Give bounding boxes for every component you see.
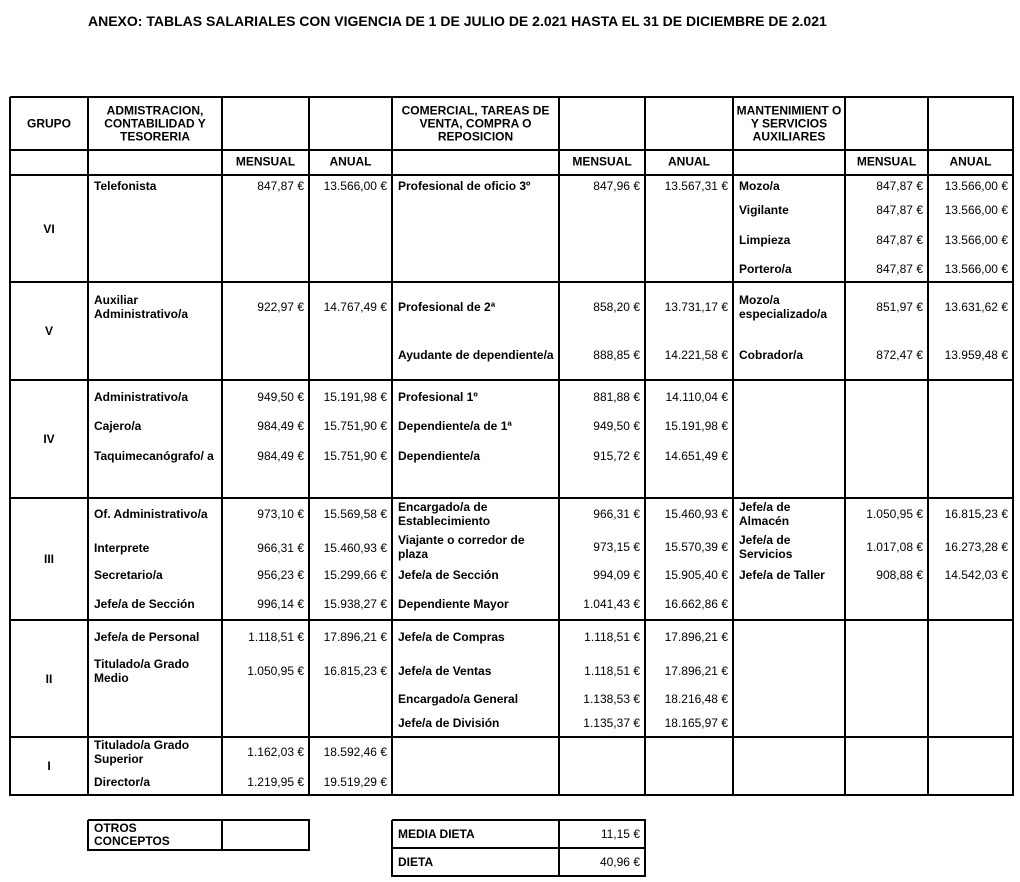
table-rule: [10, 149, 1014, 151]
monthly-salary: 922,97 €: [257, 300, 304, 314]
monthly-salary: 1.017,08 €: [866, 540, 923, 554]
group-label: VI: [43, 221, 55, 236]
job-title: Jefe/a de Ventas: [398, 664, 492, 678]
monthly-salary: 872,47 €: [876, 348, 923, 362]
annual-salary: 15.460,93 €: [323, 541, 387, 555]
header-anual: ANUAL: [668, 154, 710, 169]
monthly-salary: 984,49 €: [257, 419, 304, 433]
table-rule: [10, 794, 1014, 796]
annual-salary: 16.815,23 €: [323, 664, 387, 678]
job-title: Jefe/a de Compras: [398, 630, 505, 644]
monthly-salary: 996,14 €: [257, 597, 304, 611]
monthly-salary: 966,31 €: [257, 541, 304, 555]
monthly-salary: 1.162,03 €: [247, 745, 304, 759]
table-rule: [10, 281, 1014, 283]
monthly-salary: 949,50 €: [593, 419, 640, 433]
job-title: Mozo/a especializado/a: [739, 293, 828, 321]
monthly-salary: 915,72 €: [593, 449, 640, 463]
job-title: Profesional 1º: [398, 390, 478, 404]
annual-salary: 14.767,49 €: [323, 300, 387, 314]
annual-salary: 17.896,21 €: [323, 630, 387, 644]
group-label: III: [43, 552, 54, 566]
monthly-salary: 994,09 €: [593, 568, 640, 582]
job-title: Ayudante de dependiente/a: [398, 348, 554, 362]
dieta-label: DIETA: [398, 855, 434, 869]
table-rule: [9, 97, 11, 796]
table-rule: [844, 97, 846, 796]
job-title: Limpieza: [739, 233, 791, 247]
annual-salary: 18.165,97 €: [664, 716, 728, 730]
annual-salary: 13.566,00 €: [944, 203, 1008, 217]
header-anual: ANUAL: [949, 154, 992, 169]
job-title: Mozo/a: [739, 179, 780, 193]
job-title: Jefe/a de División: [398, 716, 500, 730]
monthly-salary: 847,87 €: [257, 179, 304, 193]
monthly-salary: 1.219,95 €: [247, 775, 304, 789]
annual-salary: 15.905,40 €: [664, 568, 728, 582]
job-title: Dependiente/a de 1ª: [398, 419, 512, 433]
job-title: Viajante o corredor de plaza: [398, 533, 525, 561]
table-rule: [221, 97, 223, 796]
table-rule: [221, 820, 223, 851]
annual-salary: 13.731,17 €: [664, 300, 728, 314]
table-rule: [87, 97, 89, 796]
job-title: Director/a: [94, 775, 151, 789]
table-rule: [10, 619, 1014, 621]
annual-salary: 13.959,48 €: [944, 348, 1008, 362]
table-rule: [308, 820, 310, 851]
annual-salary: 14.110,04 €: [665, 390, 728, 404]
annual-salary: 13.566,00 €: [944, 233, 1008, 247]
job-title: Jefe/a de Almacén: [739, 500, 791, 528]
job-title: Vigilante: [739, 203, 789, 217]
document-title: ANEXO: TABLAS SALARIALES CON VIGENCIA DE 1 DE JULIO DE 2.021 HASTA EL 31 DE DICIEMBRE DE 2.021: [88, 13, 827, 29]
annual-salary: 16.273,28 €: [944, 540, 1008, 554]
job-title: Encargado/a de Establecimiento: [398, 500, 491, 528]
monthly-salary: 881,88 €: [593, 390, 640, 404]
annual-salary: 13.631,62 €: [944, 300, 1008, 314]
table-rule: [391, 820, 393, 877]
table-rule: [392, 819, 646, 821]
monthly-salary: 949,50 €: [257, 390, 304, 404]
header-mensual: MENSUAL: [572, 154, 632, 169]
header-comercial: COMERCIAL, TAREAS DE VENTA, COMPRA O REPOSICION: [401, 103, 550, 144]
monthly-salary: 973,15 €: [593, 540, 640, 554]
otros-conceptos-label: OTROS CONCEPTOS: [94, 821, 170, 848]
table-rule: [10, 174, 1014, 176]
table-rule: [732, 97, 734, 796]
monthly-salary: 1.135,37 €: [583, 716, 640, 730]
group-label: IV: [43, 432, 55, 446]
job-title: Administrativo/a: [94, 390, 189, 404]
annual-salary: 15.938,27 €: [323, 597, 387, 611]
annual-salary: 15.570,39 €: [664, 540, 728, 554]
annual-salary: 18.592,46 €: [323, 745, 387, 759]
table-rule: [644, 820, 646, 877]
job-title: Cobrador/a: [739, 348, 804, 362]
monthly-salary: 1.118,51 €: [584, 664, 640, 678]
job-title: Dependiente/a: [398, 449, 481, 463]
monthly-salary: 847,87 €: [876, 233, 923, 247]
annual-salary: 14.542,03 €: [944, 568, 1008, 582]
annual-salary: 13.566,00 €: [944, 179, 1008, 193]
monthly-salary: 1.041,43 €: [583, 597, 640, 611]
annual-salary: 15.299,66 €: [323, 568, 387, 582]
monthly-salary: 847,87 €: [876, 203, 923, 217]
table-rule: [87, 820, 89, 851]
job-title: Telefonista: [94, 179, 157, 193]
job-title: Secretario/a: [94, 568, 163, 582]
monthly-salary: 908,88 €: [876, 568, 923, 582]
monthly-salary: 847,96 €: [593, 179, 640, 193]
group-label: V: [44, 324, 53, 338]
annual-salary: 17.896,21 €: [664, 664, 728, 678]
job-title: Auxiliar Administrativo/a: [94, 293, 189, 321]
job-title: Profesional de 2ª: [398, 300, 496, 314]
job-title: Profesional de oficio 3º: [398, 179, 531, 193]
table-rule: [10, 497, 1014, 499]
table-rule: [10, 379, 1014, 381]
annual-salary: 14.221,58 €: [664, 348, 728, 362]
header-grupo: GRUPO: [26, 116, 71, 131]
table-rule: [927, 97, 929, 796]
monthly-salary: 956,23 €: [257, 568, 304, 582]
annual-salary: 13.567,31 €: [664, 179, 728, 193]
job-title: Jefe/a de Sección: [398, 568, 499, 582]
monthly-salary: 1.138,53 €: [583, 692, 640, 706]
monthly-salary: 1.118,51 €: [584, 630, 640, 644]
table-rule: [308, 97, 310, 796]
table-rule: [88, 849, 310, 851]
annual-salary: 16.815,23 €: [944, 507, 1008, 521]
annual-salary: 16.662,86 €: [664, 597, 728, 611]
job-title: Titulado/a Grado Superior: [94, 738, 190, 766]
job-title: Jefe/a de Taller: [739, 568, 825, 582]
monthly-salary: 966,31 €: [593, 507, 640, 521]
header-administracion: ADMISTRACION, CONTABILIDAD Y TESORERIA: [104, 103, 206, 144]
job-title: Jefe/a de Personal: [94, 630, 200, 644]
annual-salary: 15.191,98 €: [664, 419, 728, 433]
job-title: Cajero/a: [94, 419, 142, 433]
table-rule: [10, 96, 1014, 98]
group-label: II: [45, 671, 53, 686]
header-mensual: MENSUAL: [856, 154, 917, 169]
annual-salary: 13.566,00 €: [323, 179, 387, 193]
job-title: Interprete: [94, 541, 150, 555]
header-anual: ANUAL: [329, 154, 372, 169]
annual-salary: 15.569,58 €: [323, 507, 387, 521]
job-title: Jefe/a de Servicios: [739, 533, 793, 561]
annual-salary: 13.566,00 €: [944, 262, 1008, 276]
monthly-salary: 858,20 €: [593, 300, 640, 314]
annual-salary: 19.519,29 €: [323, 775, 387, 789]
job-title: Titulado/a Grado Medio: [94, 657, 190, 685]
monthly-salary: 888,85 €: [593, 348, 640, 362]
annual-salary: 17.896,21 €: [664, 630, 728, 644]
monthly-salary: 1.050,95 €: [866, 507, 923, 521]
job-title: Jefe/a de Sección: [94, 597, 195, 611]
annual-salary: 18.216,48 €: [664, 692, 728, 706]
monthly-salary: 1.118,51 €: [248, 630, 304, 644]
table-rule: [392, 875, 646, 877]
monthly-salary: 973,10 €: [257, 507, 304, 521]
job-title: Taquimecanógrafo/ a: [94, 449, 214, 463]
monthly-salary: 851,97 €: [876, 300, 923, 314]
group-label: I: [47, 759, 51, 773]
monthly-salary: 1.050,95 €: [247, 664, 304, 678]
dieta-value: 11,15 €: [600, 827, 640, 841]
job-title: Encargado/a General: [398, 692, 519, 706]
annual-salary: 15.191,98 €: [323, 390, 387, 404]
table-rule: [1012, 97, 1014, 796]
table-rule: [392, 847, 646, 849]
dieta-value: 40,96 €: [599, 855, 640, 869]
job-title: Portero/a: [739, 262, 792, 276]
header-mensual: MENSUAL: [235, 154, 296, 169]
dieta-label: MEDIA DIETA: [398, 827, 475, 841]
job-title: Dependiente Mayor: [398, 597, 509, 611]
table-rule: [391, 97, 393, 796]
annual-salary: 14.651,49 €: [664, 449, 728, 463]
monthly-salary: 984,49 €: [257, 449, 304, 463]
annual-salary: 15.751,90 €: [323, 449, 387, 463]
header-mantenimiento: MANTENIMIENT O Y SERVICIOS AUXILIARES: [736, 103, 842, 144]
annual-salary: 15.460,93 €: [664, 507, 728, 521]
job-title: Of. Administrativo/a: [94, 507, 208, 521]
annual-salary: 15.751,90 €: [323, 419, 387, 433]
monthly-salary: 847,87 €: [876, 262, 923, 276]
monthly-salary: 847,87 €: [876, 179, 923, 193]
